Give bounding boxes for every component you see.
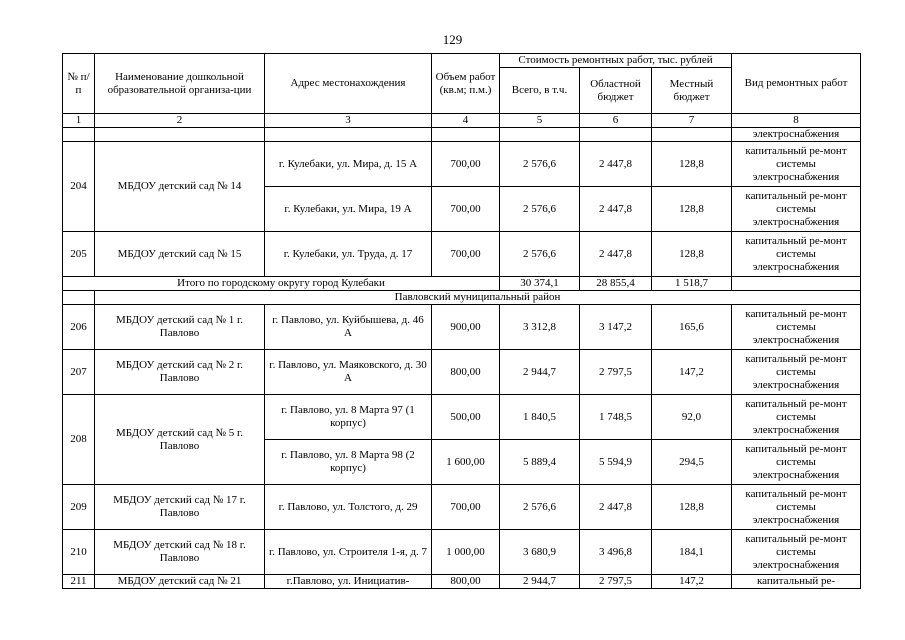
table-row	[63, 395, 861, 440]
cost-regional: 3 496,8	[580, 530, 652, 575]
address: г. Павлово, ул. Куйбышева, д. 46 А	[265, 305, 432, 350]
address: г. Павлово, ул. Толстого, д. 29	[265, 485, 432, 530]
repair-kind: капитальный ре-	[732, 575, 861, 589]
cost-total: 2 576,6	[500, 142, 580, 187]
cost-local: 294,5	[652, 440, 732, 485]
subtotal-total: 30 374,1	[500, 277, 580, 291]
district-label: Павловский муниципальный район	[95, 291, 861, 305]
volume: 500,00	[432, 395, 500, 440]
institution-name: МБДОУ детский сад № 2 г. Павлово	[95, 350, 265, 395]
cost-local: 128,8	[652, 485, 732, 530]
cost-local: 184,1	[652, 530, 732, 575]
table-row	[63, 485, 861, 530]
header-col-name: Наименование дошкольной образовательной организа-ции	[95, 54, 265, 114]
cost-regional: 5 594,9	[580, 440, 652, 485]
repair-kind: капитальный ре-монт системы электроснабжения	[732, 232, 861, 277]
subtotal-local: 1 518,7	[652, 277, 732, 291]
header-col-address: Адрес местонахождения	[265, 54, 432, 114]
cost-local: 147,2	[652, 575, 732, 589]
cost-local: 147,2	[652, 350, 732, 395]
repair-kind: капитальный ре-монт системы электроснабжения	[732, 350, 861, 395]
cost-total: 2 576,6	[500, 232, 580, 277]
cost-local: 128,8	[652, 142, 732, 187]
repair-kind: капитальный ре-монт системы электроснабжения	[732, 187, 861, 232]
cost-total: 1 840,5	[500, 395, 580, 440]
volume: 700,00	[432, 232, 500, 277]
cost-regional: 2 447,8	[580, 232, 652, 277]
header-cost-group: Стоимость ремонтных работ, тыс. рублей	[500, 54, 732, 68]
header-col-total: Всего, в т.ч.	[500, 68, 580, 114]
column-number: 6	[580, 114, 652, 128]
volume: 800,00	[432, 575, 500, 589]
volume: 700,00	[432, 187, 500, 232]
address: г. Павлово, ул. Маяковского, д. 30 А	[265, 350, 432, 395]
repair-works-table	[62, 53, 861, 589]
header-row-1	[63, 54, 861, 68]
header-col-local: Местный бюджет	[652, 68, 732, 114]
volume: 700,00	[432, 485, 500, 530]
cost-total: 3 680,9	[500, 530, 580, 575]
column-number-row	[63, 114, 861, 128]
address: г. Павлово, ул. 8 Марта 98 (2 корпус)	[265, 440, 432, 485]
row-number: 207	[63, 350, 95, 395]
column-number: 4	[432, 114, 500, 128]
column-number: 3	[265, 114, 432, 128]
subtotal-regional: 28 855,4	[580, 277, 652, 291]
row-number: 205	[63, 232, 95, 277]
column-number: 7	[652, 114, 732, 128]
institution-name: МБДОУ детский сад № 18 г. Павлово	[95, 530, 265, 575]
column-number: 5	[500, 114, 580, 128]
address: г. Кулебаки, ул. Мира, 19 А	[265, 187, 432, 232]
cost-local: 128,8	[652, 187, 732, 232]
institution-name: МБДОУ детский сад № 15	[95, 232, 265, 277]
address: г. Кулебаки, ул. Мира, д. 15 А	[265, 142, 432, 187]
column-number: 1	[63, 114, 95, 128]
cost-local: 165,6	[652, 305, 732, 350]
table-row	[63, 142, 861, 187]
row-number: 210	[63, 530, 95, 575]
cost-regional: 2 797,5	[580, 575, 652, 589]
address: г. Кулебаки, ул. Труда, д. 17	[265, 232, 432, 277]
repair-kind: капитальный ре-монт системы электроснабжения	[732, 305, 861, 350]
repair-kind: капитальный ре-монт системы электроснабжения	[732, 485, 861, 530]
district-row	[63, 291, 861, 305]
cost-total: 2 944,7	[500, 350, 580, 395]
volume: 1 000,00	[432, 530, 500, 575]
institution-name: МБДОУ детский сад № 1 г. Павлово	[95, 305, 265, 350]
cost-total: 5 889,4	[500, 440, 580, 485]
row-number: 208	[63, 395, 95, 485]
row-number: 204	[63, 142, 95, 232]
volume: 800,00	[432, 350, 500, 395]
cost-total: 3 312,8	[500, 305, 580, 350]
table-row	[63, 305, 861, 350]
repair-kind: электроснабжения	[732, 128, 861, 142]
column-number: 2	[95, 114, 265, 128]
cost-total: 2 576,6	[500, 187, 580, 232]
header-col-no: № п/п	[63, 54, 95, 114]
cost-regional: 2 447,8	[580, 187, 652, 232]
cost-total: 2 576,6	[500, 485, 580, 530]
row-number: 211	[63, 575, 95, 589]
address: г. Павлово, ул. 8 Марта 97 (1 корпус)	[265, 395, 432, 440]
repair-kind: капитальный ре-монт системы электроснабжения	[732, 142, 861, 187]
repair-kind: капитальный ре-монт системы электроснабжения	[732, 530, 861, 575]
table-row	[63, 575, 861, 589]
cost-regional: 2 447,8	[580, 142, 652, 187]
cost-local: 128,8	[652, 232, 732, 277]
cost-total: 2 944,7	[500, 575, 580, 589]
cost-regional: 2 797,5	[580, 350, 652, 395]
header-col-regional: Областной бюджет	[580, 68, 652, 114]
cost-regional: 2 447,8	[580, 485, 652, 530]
header-col-kind: Вид ремонтных работ	[732, 54, 861, 114]
table-row	[63, 232, 861, 277]
volume: 700,00	[432, 142, 500, 187]
address: г.Павлово, ул. Инициатив-	[265, 575, 432, 589]
institution-name: МБДОУ детский сад № 5 г. Павлово	[95, 395, 265, 485]
page-number: 129	[442, 32, 463, 47]
institution-name: МБДОУ детский сад № 14	[95, 142, 265, 232]
table-row	[63, 530, 861, 575]
subtotal-row	[63, 277, 861, 291]
institution-name: МБДОУ детский сад № 17 г. Павлово	[95, 485, 265, 530]
volume: 1 600,00	[432, 440, 500, 485]
cost-regional: 3 147,2	[580, 305, 652, 350]
repair-kind: капитальный ре-монт системы электроснабжения	[732, 395, 861, 440]
header-col-volume: Объем работ (кв.м; п.м.)	[432, 54, 500, 114]
row-number: 209	[63, 485, 95, 530]
row-number: 206	[63, 305, 95, 350]
table-row	[63, 128, 861, 142]
institution-name: МБДОУ детский сад № 21	[95, 575, 265, 589]
cost-local: 92,0	[652, 395, 732, 440]
column-number: 8	[732, 114, 861, 128]
subtotal-label: Итого по городскому округу город Кулебаки	[63, 277, 500, 291]
repair-kind: капитальный ре-монт системы электроснабжения	[732, 440, 861, 485]
address: г. Павлово, ул. Строителя 1-я, д. 7	[265, 530, 432, 575]
cost-regional: 1 748,5	[580, 395, 652, 440]
volume: 900,00	[432, 305, 500, 350]
table-row	[63, 350, 861, 395]
